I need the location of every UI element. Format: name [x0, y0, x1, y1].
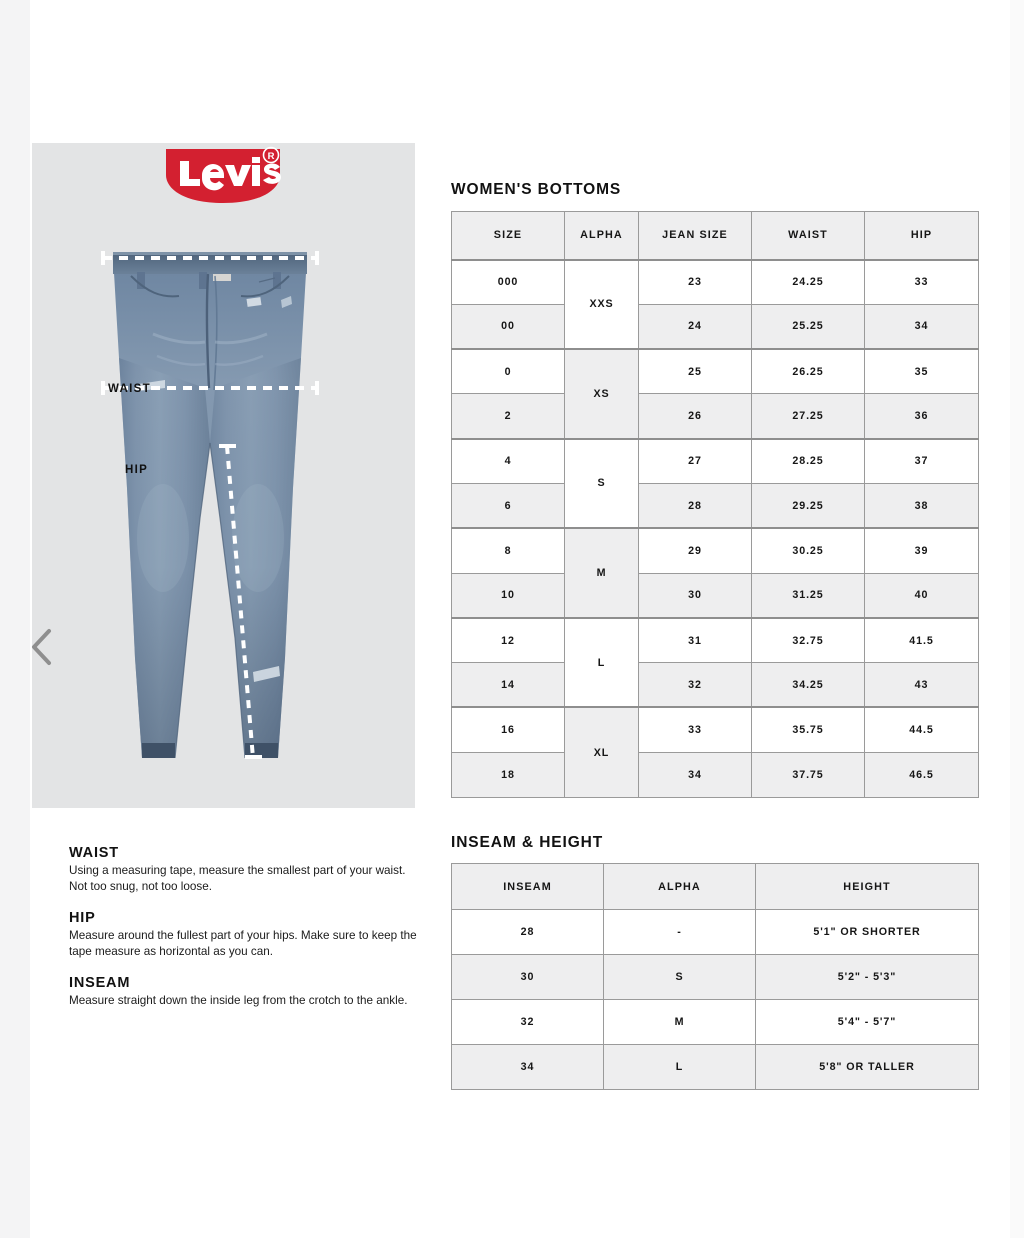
jeans-illustration: [95, 238, 325, 798]
cell-alpha: S: [604, 955, 756, 1000]
cell-size: 2: [452, 394, 565, 439]
cell-alpha: L: [604, 1045, 756, 1090]
cell-jean: 26: [639, 394, 752, 439]
table-row: [452, 910, 979, 955]
cell-jean: 34: [639, 752, 752, 797]
cell-size: 6: [452, 483, 565, 528]
col-header-alpha: ALPHA: [604, 864, 756, 910]
cell-jean: 23: [639, 260, 752, 305]
cell-hip: 43: [865, 663, 979, 708]
label-waist: WAIST: [108, 383, 151, 395]
cell-hip: 36: [865, 394, 979, 439]
cell-hip: 37: [865, 439, 979, 484]
cell-height: 5'8" OR TALLER: [756, 1045, 979, 1090]
table-row: [452, 528, 979, 573]
inseam-height-title: INSEAM & HEIGHT: [451, 834, 604, 851]
cell-waist: 26.25: [752, 349, 865, 394]
cell-alpha: -: [604, 910, 756, 955]
cell-waist: 37.75: [752, 752, 865, 797]
cell-hip: 38: [865, 483, 979, 528]
cell-hip: 39: [865, 528, 979, 573]
col-header-waist: WAIST: [752, 212, 865, 260]
cell-jean: 25: [639, 349, 752, 394]
cell-waist: 35.75: [752, 707, 865, 752]
table-row: [452, 573, 979, 618]
table-header-row: [452, 212, 979, 260]
cell-alpha: XS: [565, 349, 639, 439]
cell-height: 5'2" - 5'3": [756, 955, 979, 1000]
cell-jean: 29: [639, 528, 752, 573]
instruction-hip-heading: HIP: [69, 910, 96, 926]
cell-size: 18: [452, 752, 565, 797]
label-hip: HIP: [125, 464, 149, 476]
page-right-rail: [1010, 0, 1024, 1238]
cell-size: 0: [452, 349, 565, 394]
cell-inseam: 34: [452, 1045, 604, 1090]
table-row: [452, 439, 979, 484]
cell-size: 8: [452, 528, 565, 573]
cell-alpha: M: [565, 528, 639, 618]
cell-inseam: 28: [452, 910, 604, 955]
col-header-height: HEIGHT: [756, 864, 979, 910]
col-header-alpha: ALPHA: [565, 212, 639, 260]
cell-inseam: 32: [452, 1000, 604, 1045]
table-row: [452, 349, 979, 394]
product-photo-panel: [32, 143, 415, 808]
cell-size: 14: [452, 663, 565, 708]
col-header-inseam: INSEAM: [452, 864, 604, 910]
instruction-waist-heading: WAIST: [69, 845, 119, 861]
cell-inseam: 30: [452, 955, 604, 1000]
instruction-inseam: [69, 975, 419, 1009]
cell-hip: 35: [865, 349, 979, 394]
cell-jean: 27: [639, 439, 752, 484]
cell-alpha: M: [604, 1000, 756, 1045]
cell-hip: 40: [865, 573, 979, 618]
cell-height: 5'1" OR SHORTER: [756, 910, 979, 955]
cell-jean: 28: [639, 483, 752, 528]
instruction-waist-body: Using a measuring tape, measure the smallest part of your waist. Not too snug, not too loose.: [69, 864, 406, 893]
instruction-inseam-body: Measure straight down the inside leg from the crotch to the ankle.: [69, 994, 408, 1007]
col-header-size: SIZE: [452, 212, 565, 260]
cell-waist: 32.75: [752, 618, 865, 663]
instruction-inseam-heading: INSEAM: [69, 975, 131, 991]
cell-hip: 33: [865, 260, 979, 305]
cell-waist: 31.25: [752, 573, 865, 618]
instruction-hip-body: Measure around the fullest part of your hips. Make sure to keep the tape measure as horizontal as you can.: [69, 929, 417, 958]
cell-waist: 27.25: [752, 394, 865, 439]
cell-alpha: XL: [565, 707, 639, 797]
table-row: [452, 1045, 979, 1090]
cell-waist: 34.25: [752, 663, 865, 708]
cell-size: 00: [452, 304, 565, 349]
cell-alpha: L: [565, 618, 639, 708]
inseam-height-table: [451, 863, 979, 1090]
cell-jean: 32: [639, 663, 752, 708]
cell-waist: 25.25: [752, 304, 865, 349]
table-row: [452, 663, 979, 708]
cell-jean: 31: [639, 618, 752, 663]
table-row: [452, 955, 979, 1000]
cell-hip: 46.5: [865, 752, 979, 797]
instruction-hip: [69, 910, 419, 959]
svg-text:R: R: [267, 151, 275, 162]
cell-waist: 24.25: [752, 260, 865, 305]
col-header-hip: HIP: [865, 212, 979, 260]
table-row: [452, 752, 979, 797]
cell-size: 12: [452, 618, 565, 663]
table-row: [452, 707, 979, 752]
table-row: [452, 483, 979, 528]
table-row: [452, 394, 979, 439]
table-row: [452, 304, 979, 349]
table-row: [452, 618, 979, 663]
cell-alpha: S: [565, 439, 639, 529]
cell-jean: 33: [639, 707, 752, 752]
chevron-left-icon: [29, 627, 55, 667]
instruction-waist: [69, 845, 419, 894]
cell-waist: 29.25: [752, 483, 865, 528]
cell-size: 4: [452, 439, 565, 484]
previous-image-button[interactable]: [22, 618, 62, 676]
cell-jean: 30: [639, 573, 752, 618]
table-row: [452, 1000, 979, 1045]
womens-bottoms-title: WOMEN'S BOTTOMS: [451, 181, 622, 198]
cell-hip: 41.5: [865, 618, 979, 663]
cell-height: 5'4" - 5'7": [756, 1000, 979, 1045]
cell-size: 10: [452, 573, 565, 618]
measuring-instructions: [69, 845, 419, 1009]
cell-size: 16: [452, 707, 565, 752]
cell-waist: 30.25: [752, 528, 865, 573]
cell-size: 000: [452, 260, 565, 305]
cell-alpha: XXS: [565, 260, 639, 350]
levis-logo: [158, 145, 288, 207]
womens-bottoms-table: [451, 211, 979, 798]
cell-hip: 34: [865, 304, 979, 349]
table-header-row: [452, 864, 979, 910]
cell-hip: 44.5: [865, 707, 979, 752]
col-header-jean: JEAN SIZE: [639, 212, 752, 260]
cell-waist: 28.25: [752, 439, 865, 484]
cell-jean: 24: [639, 304, 752, 349]
table-row: [452, 260, 979, 305]
